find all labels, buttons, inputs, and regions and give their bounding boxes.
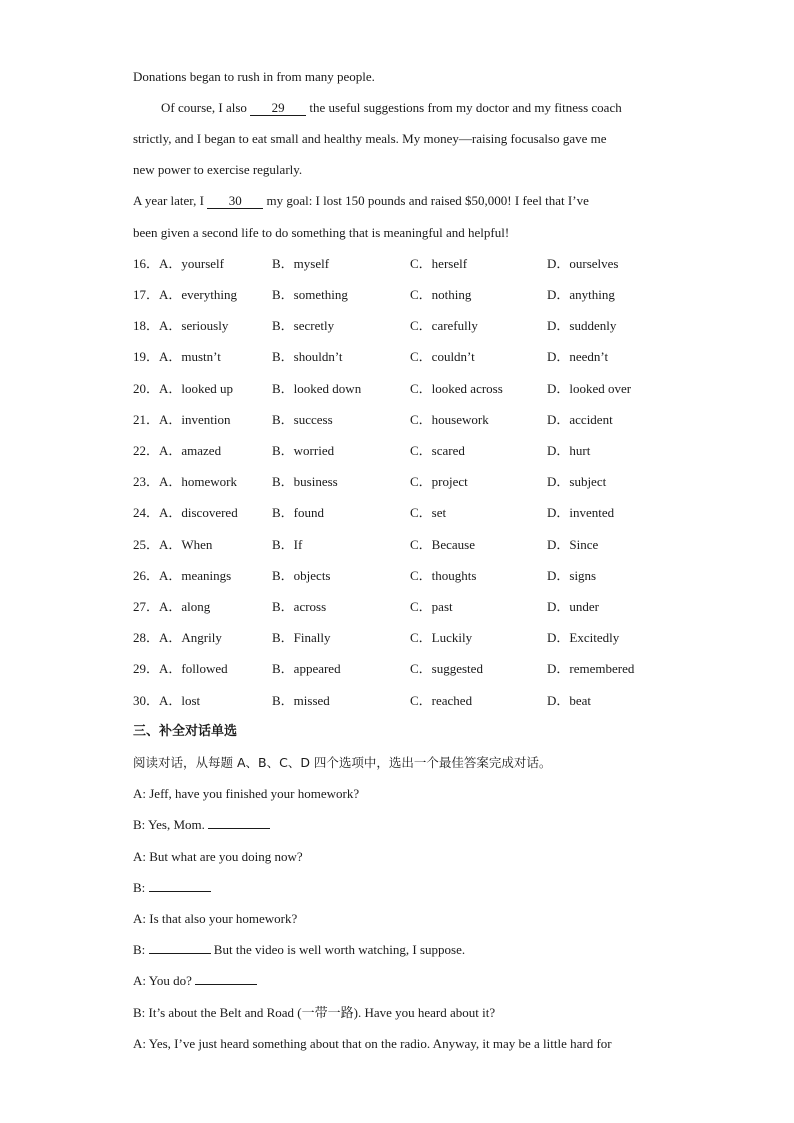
question-row <box>133 443 693 459</box>
option-c[interactable]: C．housework <box>410 412 489 427</box>
question-number: 28． <box>133 630 160 645</box>
question-row <box>133 349 693 365</box>
section-instruction: 阅读对话，从每题 A、B、C、D 四个选项中，选出一个最佳答案完成对话。 <box>133 755 552 770</box>
option-a[interactable]: A．yourself <box>159 256 224 271</box>
option-c[interactable]: C．thoughts <box>410 568 477 583</box>
passage-line-5 <box>133 193 589 209</box>
question-number: 26． <box>133 568 160 583</box>
option-b[interactable]: B．appeared <box>272 661 341 676</box>
option-b[interactable]: B．If <box>272 537 303 552</box>
option-d[interactable]: D．needn’t <box>547 349 609 364</box>
passage-line-4: new power to exercise regularly. <box>133 162 303 177</box>
blank-30: 30 <box>207 194 263 209</box>
dialogue-line <box>133 942 465 958</box>
question-number: 29． <box>133 661 160 676</box>
option-c[interactable]: C．set <box>410 505 447 520</box>
option-a[interactable]: A．along <box>159 599 211 614</box>
question-number: 30． <box>133 693 160 708</box>
answer-blank[interactable] <box>195 984 257 985</box>
option-c[interactable]: C．past <box>410 599 453 614</box>
dialogue-text: B: Yes, Mom. <box>133 817 209 832</box>
passage-text: the useful suggestions from my doctor and my fitness coach <box>306 100 622 115</box>
option-a[interactable]: A．mustn’t <box>159 349 221 364</box>
dialogue-line: A: But what are you doing now? <box>133 849 303 864</box>
dialogue-text: But the video is well worth watching, I suppose. <box>210 942 466 957</box>
passage-line-3: strictly, and I began to eat small and healthy meals. My money—raising focusalso gave me <box>133 131 607 146</box>
question-row <box>133 381 693 397</box>
question-row <box>133 318 693 334</box>
passage-line-2 <box>161 100 622 116</box>
option-a[interactable]: A．homework <box>159 474 237 489</box>
option-a[interactable]: A．discovered <box>159 505 238 520</box>
option-d[interactable]: D．beat <box>547 693 592 708</box>
question-row <box>133 537 693 553</box>
option-d[interactable]: D．subject <box>547 474 607 489</box>
question-number: 18． <box>133 318 160 333</box>
question-number: 20． <box>133 381 160 396</box>
answer-blank[interactable] <box>149 891 211 892</box>
question-row <box>133 661 693 677</box>
option-c[interactable]: C．herself <box>410 256 468 271</box>
option-a[interactable]: A．seriously <box>159 318 229 333</box>
option-a[interactable]: A．followed <box>159 661 228 676</box>
option-d[interactable]: D．Since <box>547 537 599 552</box>
question-number: 16． <box>133 256 160 271</box>
option-d[interactable]: D．remembered <box>547 661 635 676</box>
option-d[interactable]: D．anything <box>547 287 615 302</box>
option-a[interactable]: A．meanings <box>159 568 232 583</box>
option-a[interactable]: A．lost <box>159 693 201 708</box>
answer-blank[interactable] <box>208 828 270 829</box>
passage-text: Of course, I also <box>161 100 251 115</box>
question-number: 21． <box>133 412 160 427</box>
question-number: 27． <box>133 599 160 614</box>
passage-text: A year later, I <box>133 193 208 208</box>
question-row <box>133 474 693 490</box>
option-c[interactable]: C．reached <box>410 693 473 708</box>
option-b[interactable]: B．looked down <box>272 381 362 396</box>
question-number: 25． <box>133 537 160 552</box>
option-d[interactable]: D．invented <box>547 505 615 520</box>
question-row <box>133 693 693 709</box>
option-b[interactable]: B．shouldn’t <box>272 349 343 364</box>
option-a[interactable]: A．looked up <box>159 381 234 396</box>
option-d[interactable]: D．hurt <box>547 443 591 458</box>
option-d[interactable]: D．accident <box>547 412 613 427</box>
option-a[interactable]: A．invention <box>159 412 231 427</box>
dialogue-line: A: Is that also your homework? <box>133 911 298 926</box>
option-d[interactable]: D．under <box>547 599 599 614</box>
passage-line-1: Donations began to rush in from many people. <box>133 69 375 84</box>
option-d[interactable]: D．looked over <box>547 381 632 396</box>
question-row <box>133 412 693 428</box>
option-a[interactable]: A．Angrily <box>159 630 222 645</box>
passage-line-6: been given a second life to do something that is meaningful and helpful! <box>133 225 510 240</box>
option-c[interactable]: C．suggested <box>410 661 483 676</box>
option-b[interactable]: B．success <box>272 412 333 427</box>
question-row <box>133 630 693 646</box>
option-b[interactable]: B．myself <box>272 256 330 271</box>
question-row <box>133 599 693 615</box>
dialogue-line: B: It’s about the Belt and Road (一带一路). Have you heard about it? <box>133 1005 496 1020</box>
option-a[interactable]: A．When <box>159 537 213 552</box>
answer-blank[interactable] <box>149 953 211 954</box>
option-b[interactable]: B．worried <box>272 443 335 458</box>
question-number: 19． <box>133 349 160 364</box>
option-b[interactable]: B．business <box>272 474 338 489</box>
option-c[interactable]: C．project <box>410 474 468 489</box>
option-c[interactable]: C．scared <box>410 443 465 458</box>
question-row <box>133 505 693 521</box>
option-c[interactable]: C．Luckily <box>410 630 473 645</box>
dialogue-line <box>133 880 211 896</box>
dialogue-line: A: Jeff, have you finished your homework? <box>133 786 360 801</box>
question-row <box>133 287 693 303</box>
option-b[interactable]: B．Finally <box>272 630 331 645</box>
question-row <box>133 568 693 584</box>
option-b[interactable]: B．something <box>272 287 348 302</box>
option-c[interactable]: C．carefully <box>410 318 478 333</box>
option-b[interactable]: B．secretly <box>272 318 335 333</box>
option-c[interactable]: C．looked across <box>410 381 503 396</box>
dialogue-text: B: <box>133 880 149 895</box>
dialogue-line <box>133 817 270 833</box>
dialogue-text: B: <box>133 942 149 957</box>
passage-text: my goal: I lost 150 pounds and raised $50,000! I feel that I’ve <box>263 193 589 208</box>
option-d[interactable]: D．signs <box>547 568 597 583</box>
dialogue-line: A: Yes, I’ve just heard something about that on the radio. Anyway, it may be a little hard for <box>133 1036 612 1051</box>
option-d[interactable]: D．suddenly <box>547 318 617 333</box>
section-title: 三、补全对话单选 <box>133 724 238 739</box>
question-number: 22． <box>133 443 160 458</box>
question-number: 24． <box>133 505 160 520</box>
option-d[interactable]: D．ourselves <box>547 256 619 271</box>
blank-29: 29 <box>250 101 306 116</box>
option-c[interactable]: C．couldn’t <box>410 349 475 364</box>
option-c[interactable]: C．Because <box>410 537 475 552</box>
question-row <box>133 256 693 272</box>
option-b[interactable]: B．missed <box>272 693 330 708</box>
option-b[interactable]: B．found <box>272 505 325 520</box>
dialogue-line <box>133 973 257 989</box>
dialogue-text: A: You do? <box>133 973 196 988</box>
option-d[interactable]: D．Excitedly <box>547 630 620 645</box>
option-b[interactable]: B．objects <box>272 568 331 583</box>
option-a[interactable]: A．everything <box>159 287 237 302</box>
question-number: 23． <box>133 474 160 489</box>
option-b[interactable]: B．across <box>272 599 327 614</box>
option-c[interactable]: C．nothing <box>410 287 472 302</box>
question-number: 17． <box>133 287 160 302</box>
option-a[interactable]: A．amazed <box>159 443 222 458</box>
